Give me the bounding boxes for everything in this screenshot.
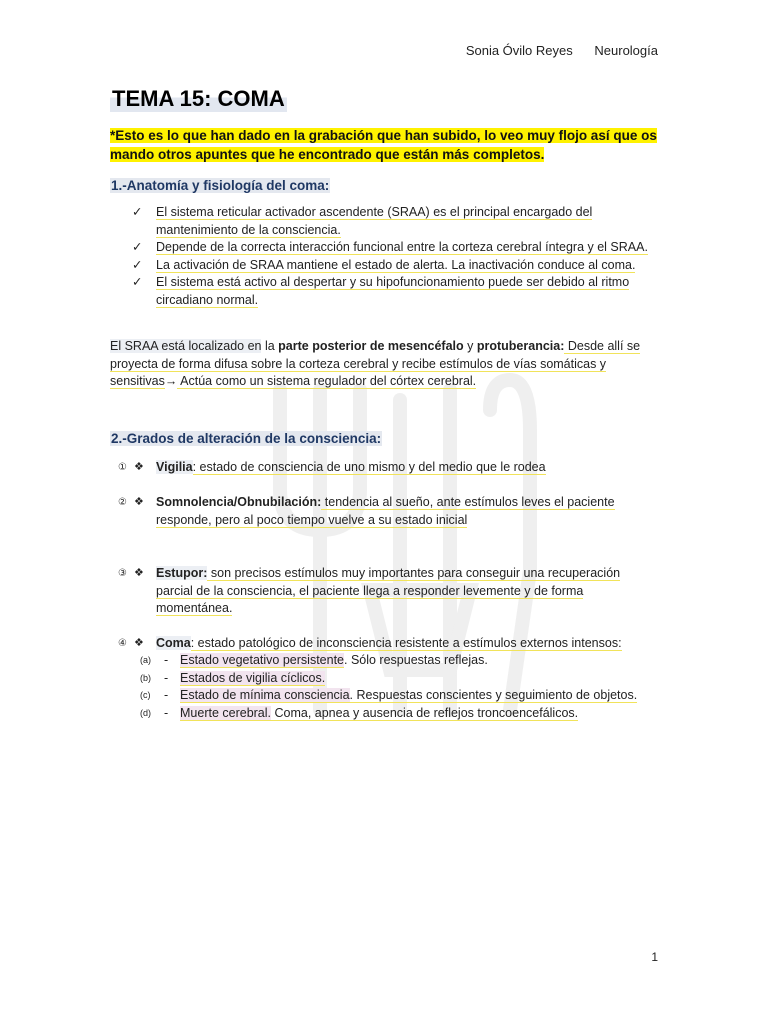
section-2-heading-text: 2.-Grados de alteración de la consciencia: [111,431,382,446]
grade-coma: ④ ❖ Coma: estado patológico de inconsciencia resistente a estímulos externos intensos: [118,635,648,653]
anatomy-checklist [132,204,662,309]
grade-number-marker: ① [118,462,127,473]
grade-estupor: ③ ❖ Estupor: son precisos estímulos muy importantes para conseguir una recuperación parcial de la consciencia, el paciente llega a responder levemente y de forma momentánea. [118,566,621,615]
list-item: ✓ El sistema reticular activador ascendente (SRAA) es el principal encargado del mantenimiento de la consciencia. [132,205,593,237]
list-item: (d) - Muerte cerebral. Coma, apnea y ausencia de reflejos troncoencefálicos. [140,705,579,720]
diamond-bullet-icon: ❖ [134,637,144,649]
list-item: (c) - Estado de mínima consciencia. Respuestas conscientes y seguimiento de objetos. [140,688,638,702]
sraa-paragraph: El SRAA está localizado en la parte posterior de mesencéfalo y protuberancia: Desde allí se proyecta de forma difusa sobre la corteza cerebral y recibe estímulos de vías somáticas y sensitivas→ Actúa como un sistema regulador del córtex cerebral. [110,339,641,388]
grade-number-marker: ③ [118,568,127,579]
checkmark-icon: ✓ [132,257,143,272]
section-1-heading-text: 1.-Anatomía y fisiología del coma: [111,178,330,193]
checkmark-icon: ✓ [132,205,143,219]
list-item: ✓ Depende de la correcta interacción funcional entre la corteza cerebral íntegra y el SRAA. [132,239,662,257]
section-2-heading [110,431,382,446]
arrow-right-icon: → [164,374,178,388]
diamond-bullet-icon: ❖ [134,461,144,473]
grade-somnolencia: ② ❖ Somnolencia/Obnubilación: tendencia al sueño, ante estímulos leves el paciente responde, pero al poco tiempo vuelve a su estado inicial [118,495,615,527]
page-number: 1 [651,950,658,964]
diamond-bullet-icon: ❖ [134,496,144,508]
page-header [466,43,658,58]
list-item: (a) - Estado vegetativo persistente. Sólo respuestas reflejas. [140,653,488,667]
header-subject: Neurología [594,43,658,58]
coma-types-list [140,652,660,722]
checkmark-icon: ✓ [132,240,143,254]
document-title: TEMA 15: COMA [112,86,285,111]
header-author: Sonia Óvilo Reyes [465,43,573,58]
grade-vigilia: ① ❖ Vigilia: estado de consciencia de uno mismo y del medio que le rodea [118,459,648,477]
list-item: ✓ El sistema está activo al despertar y su hipofuncionamiento puede ser debido al ritmo circadiano normal. [132,275,630,307]
list-item: (b) - Estados de vigilia cíclicos. [140,670,326,685]
grade-number-marker: ② [118,497,127,508]
intro-note [110,126,658,164]
section-1-heading [110,178,330,193]
list-item: ✓ La activación de SRAA mantiene el estado de alerta. La inactivación conduce al coma. [132,257,662,275]
diamond-bullet-icon: ❖ [134,567,144,579]
checkmark-icon: ✓ [132,275,143,289]
intro-note-text: *Esto es lo que han dado en la grabación que han subido, lo veo muy flojo así que os mando otros apuntes que he encontrado que están más completos. [110,128,657,162]
grade-number-marker: ④ [118,638,127,649]
